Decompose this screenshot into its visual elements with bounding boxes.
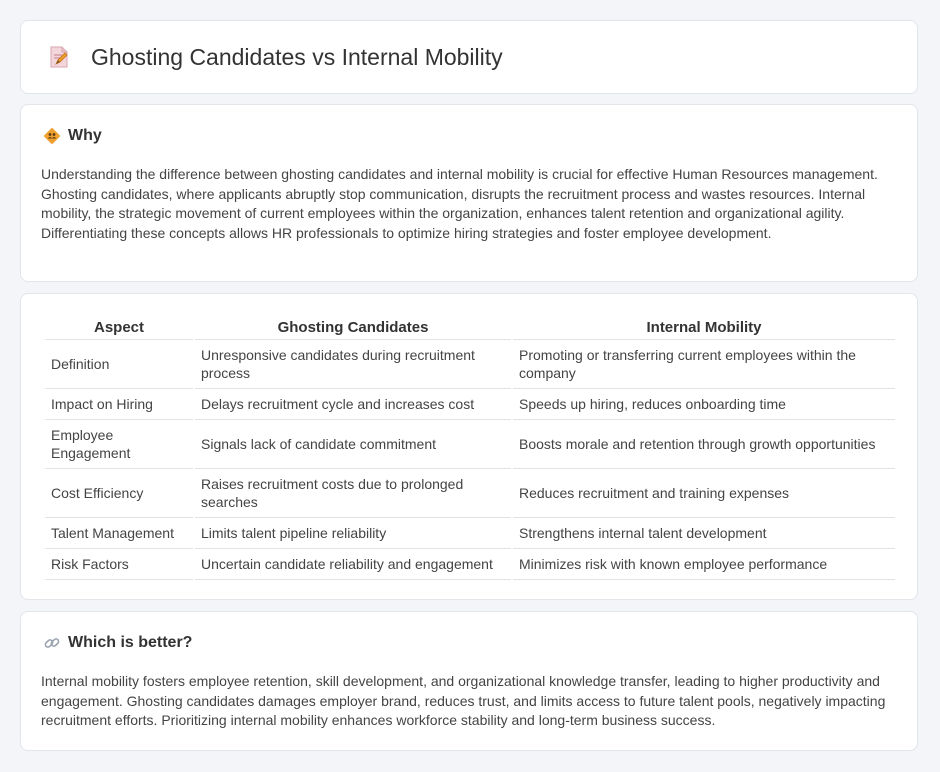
- comparison-section: [20, 293, 918, 600]
- table-row: [45, 549, 895, 580]
- which-is-better-section: [20, 611, 918, 751]
- header-card: [20, 20, 918, 94]
- mobility-cell: Speeds up hiring, reduces onboarding time: [513, 389, 895, 420]
- mobility-cell: Strengthens internal talent development: [513, 518, 895, 549]
- ghosting-cell: Delays recruitment cycle and increases cost: [195, 389, 511, 420]
- table-row: [45, 389, 895, 420]
- table-row: [45, 340, 895, 389]
- table-row: [45, 420, 895, 469]
- document-edit-icon: [47, 45, 71, 69]
- mobility-cell: Promoting or transferring current employees within the company: [513, 340, 895, 389]
- table-row: [45, 518, 895, 549]
- aspect-cell: Definition: [45, 340, 193, 389]
- comparison-table: [43, 314, 897, 580]
- aspect-cell: Talent Management: [45, 518, 193, 549]
- better-title: Which is better?: [68, 634, 193, 651]
- mobility-cell: Reduces recruitment and training expenses: [513, 469, 895, 518]
- why-title: Why: [68, 127, 102, 144]
- diamond-people-icon: [43, 127, 61, 145]
- header-ghosting: Ghosting Candidates: [195, 314, 511, 340]
- table-header-row: [45, 314, 895, 340]
- ghosting-cell: Raises recruitment costs due to prolonged searches: [195, 469, 511, 518]
- header-aspect: Aspect: [45, 314, 193, 340]
- ghosting-cell: Signals lack of candidate commitment: [195, 420, 511, 469]
- link-icon: [43, 634, 61, 652]
- aspect-cell: Risk Factors: [45, 549, 193, 580]
- page-title: Ghosting Candidates vs Internal Mobility: [91, 43, 503, 70]
- mobility-cell: Minimizes risk with known employee performance: [513, 549, 895, 580]
- aspect-cell: Employee Engagement: [45, 420, 193, 469]
- aspect-cell: Impact on Hiring: [45, 389, 193, 420]
- table-row: [45, 469, 895, 518]
- why-text: Understanding the difference between ghosting candidates and internal mobility is crucial for effective Human Resources management. Ghosting candidates, where applicants abruptly stop communication, disrupts the recruitment process and wastes resources. Internal mobility, the strategic movement of current employees within the organization, enhances talent retention and organizational agility. Differentiating these concepts allows HR professionals to optimize hiring strategies and foster employee development.: [41, 166, 878, 241]
- ghosting-cell: Unresponsive candidates during recruitment process: [195, 340, 511, 389]
- ghosting-cell: Uncertain candidate reliability and engagement: [195, 549, 511, 580]
- ghosting-cell: Limits talent pipeline reliability: [195, 518, 511, 549]
- why-section: [20, 104, 918, 282]
- mobility-cell: Boosts morale and retention through growth opportunities: [513, 420, 895, 469]
- header-mobility: Internal Mobility: [513, 314, 895, 340]
- better-text: Internal mobility fosters employee retention, skill development, and organizational knowledge transfer, leading to higher productivity and engagement. Ghosting candidates damages employer brand, reduces trust, and limits access to future talent pools, negatively impacting recruitment efforts. Prioritizing internal mobility enhances workforce stability and long-term business success.: [41, 673, 886, 729]
- aspect-cell: Cost Efficiency: [45, 469, 193, 518]
